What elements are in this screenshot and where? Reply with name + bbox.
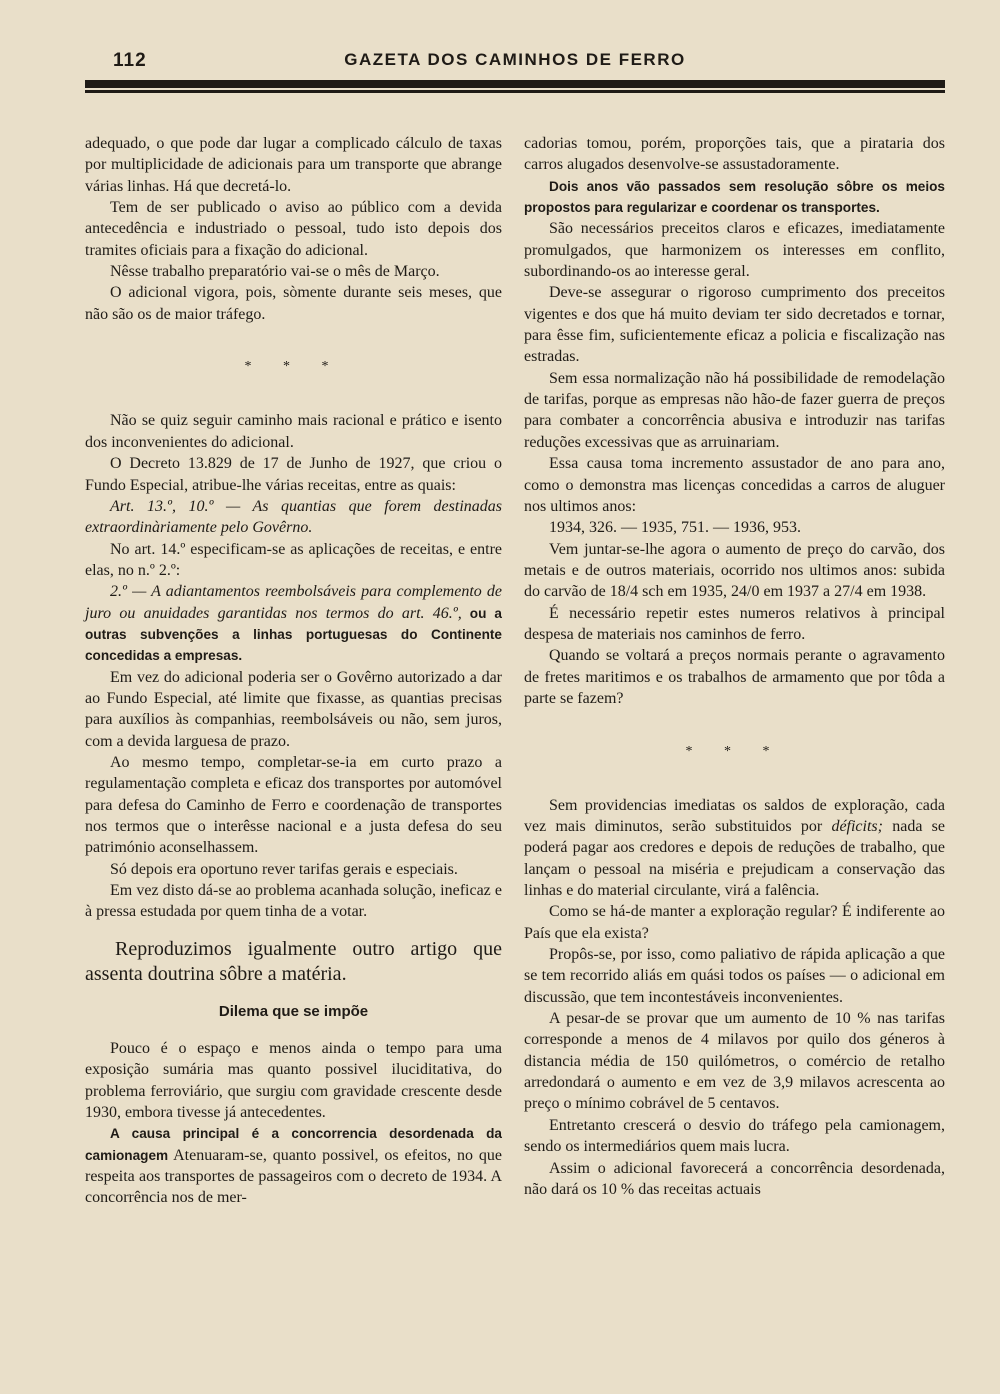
paragraph: Tem de ser publicado o aviso ao público com a devida antecedência e industriado o pessoal, tudo isto depois dos tramites oficiais para a fixação do adicional. (85, 199, 502, 259)
paragraph: Ao mesmo tempo, completar-se-ia em curto prazo a regulamentação completa e eficaz dos transportes por automóvel para defesa do Caminho de Ferro e coordenação de transportes nos termos que o interêsse nacional e a justa defesa do seu património aconselhassem. (85, 753, 502, 857)
header-rule (85, 80, 945, 90)
paragraph: Em vez do adicional poderia ser o Govêrno autorizado a dar ao Fundo Especial, até limite que fixasse, as quantias precisas para auxílios às companhias, reembolsáveis ou não, sem juros, com a devida larguesa de prazo. (85, 668, 502, 750)
page-header (85, 48, 945, 74)
page-number: 112 (113, 50, 147, 71)
paragraph: Em vez disto dá-se ao problema acanhada solução, ineficaz e à pressa estudada por quem tinha de a votar. (85, 882, 502, 921)
right-column (524, 133, 945, 1200)
section-separator: * * * (685, 743, 784, 759)
paragraph: Pouco é o espaço e menos ainda o tempo para uma exposição sumária mas quanto possivel iluciditativa, do problema ferroviário, que surgiu com gravidade crescente desde 1930, embora tivesse já antecedentes. (85, 1040, 502, 1122)
section-separator: * * * (244, 359, 343, 375)
lead-paragraph: Reproduzimos igualmente outro artigo que assenta doutrina sôbre a matéria. (85, 937, 502, 985)
paragraph: Essa causa toma incremento assustador de ano para ano, como o demonstra mas licenças concedidas a carros de aluguer nos ultimos anos: (524, 455, 945, 515)
paragraph: Quando se voltará a preços normais perante o agravamento de fretes maritimos e os trabalhos de armamento que por tôda a parte se fazem? (524, 647, 945, 707)
paragraph: Propôs-se, por isso, como paliativo de rápida aplicação a que se tem recorrido aliás em quási todos os países — o adicional em discussão, que tem incontestáveis inconvenientes. (524, 946, 945, 1006)
paragraph: São necessários preceitos claros e eficazes, imediatamente promulgados, que harmonizem os interesses em conflito, subordinando-os ao interesse geral. (524, 220, 945, 281)
paragraph (85, 1123, 502, 1208)
paragraph-text: nada se poderá pagar aos credores e depois de reduções de trabalho, que lançam o pessoal na miséria e prejudicam a conservação das linhas e do material circulante, virá a falência. (524, 818, 945, 900)
paragraph: É necessário repetir estes numeros relativos à principal despesa de materiais nos caminhos de ferro. (524, 604, 945, 643)
quoted-article: Art. 13.º, 10.º — As quantias que forem destinadas extraordinàriamente pelo Govêrno. (85, 497, 502, 537)
paragraph: Não se quiz seguir caminho mais racional e prático e isento dos inconvenientes do adicional. (85, 412, 502, 451)
paragraph (85, 581, 502, 666)
paragraph: cadorias tomou, porém, proporções tais, que a pirataria dos carros alugados desenvolve-se assustadoramente. (524, 135, 945, 174)
bold-text: ou a outras subvenções a linhas portuguesas do Continente concedidas a empresas. (85, 605, 502, 664)
paragraph: Entretanto crescerá o desvio do tráfego pela camionagem, sendo os intermediários quem mais lucra. (524, 1116, 945, 1156)
quoted-article: 2.º — A adiantamentos reembolsáveis para complemento de juro ou anuidades garantidas nos termos do art. 46.º, (85, 583, 502, 622)
bold-text: A causa principal é a concorrencia desordenada da camionagem (85, 1126, 502, 1163)
bold-paragraph: Dois anos vão passados sem resolução sôbre os meios propostos para regularizar e coordenar os transportes. (524, 178, 945, 216)
paragraph-text: Atenuaram-se, quanto possivel, os efeitos, no que respeita aos transportes de passageiros com o decreto de 1934. A concorrência nos de mer- (85, 1146, 502, 1207)
paragraph: Nêsse trabalho preparatório vai-se o mês de Março. (110, 263, 440, 281)
journal-title: GAZETA DOS CAMINHOS DE FERRO (344, 50, 686, 69)
paragraph: Só depois era oportuno rever tarifas gerais e especiais. (110, 860, 458, 878)
paragraph: Vem juntar-se-lhe agora o aumento de preço do carvão, dos metais e de outros materiais, ocorrido nos ultimos anos: subida do carvão de 18/4 sch em 1935, 24/0 em 1937 a 27/4 em 1938. (524, 540, 945, 601)
paragraph: O Decreto 13.829 de 17 de Junho de 1927, que criou o Fundo Especial, atribue-lhe várias receitas, entre as quais: (85, 455, 502, 494)
paragraph (85, 496, 502, 539)
italic-text: déficits; (831, 818, 883, 835)
paragraph: A pesar-de se provar que um aumento de 10 % nas tarifas corresponde a menos de 4 milavos por quilo dos géneros à distancia média de 150 quilómetros, o comércio de retalho arredondará o aumento e em vez de 3,9 milavos acrescenta ao preço o mínimo cobrável de 5 centavos. (524, 1010, 945, 1113)
paragraph: adequado, o que pode dar lugar a complicado cálculo de taxas por multiplicidade de adicionais para um transporte que abrange várias linhas. Há que decretá-lo. (85, 135, 502, 195)
paragraph (524, 795, 945, 902)
paragraph: Como se há-de manter a exploração regular? É indiferente ao País que ela exista? (524, 903, 945, 942)
left-column (85, 133, 502, 1209)
paragraph-text: Sem providencias imediatas os saldos de exploração, cada vez mais diminutos, serão substituidos por (524, 796, 945, 835)
paragraph: No art. 14.º especificam-se as aplicações de receitas, e entre elas, no n.º 2.º: (85, 540, 502, 579)
paragraph: Assim o adicional favorecerá a concorrência desordenada, não dará os 10 % das receitas actuais (524, 1159, 945, 1198)
paragraph: Deve-se assegurar o rigoroso cumprimento dos preceitos vigentes e dos que há muito deviam ter sido decretados e tornar, para êsse fim, suficientemente eficaz a policia e fiscalização nas estradas. (524, 284, 945, 366)
paragraph: Sem essa normalização não há possibilidade de remodelação de tarifas, porque as empresas não hão-de fazer guerra de preços para combater a concorrência abusiva e introduzir nas tarifas reduções excessivas que as arruinariam. (524, 369, 945, 451)
paragraph: 1934, 326. — 1935, 751. — 1936, 953. (549, 519, 801, 537)
article-subheading: Dilema que se impõe (218, 1002, 369, 1020)
paragraph: O adicional vigora, pois, sòmente durante seis meses, que não são os de maior tráfego. (85, 284, 502, 323)
